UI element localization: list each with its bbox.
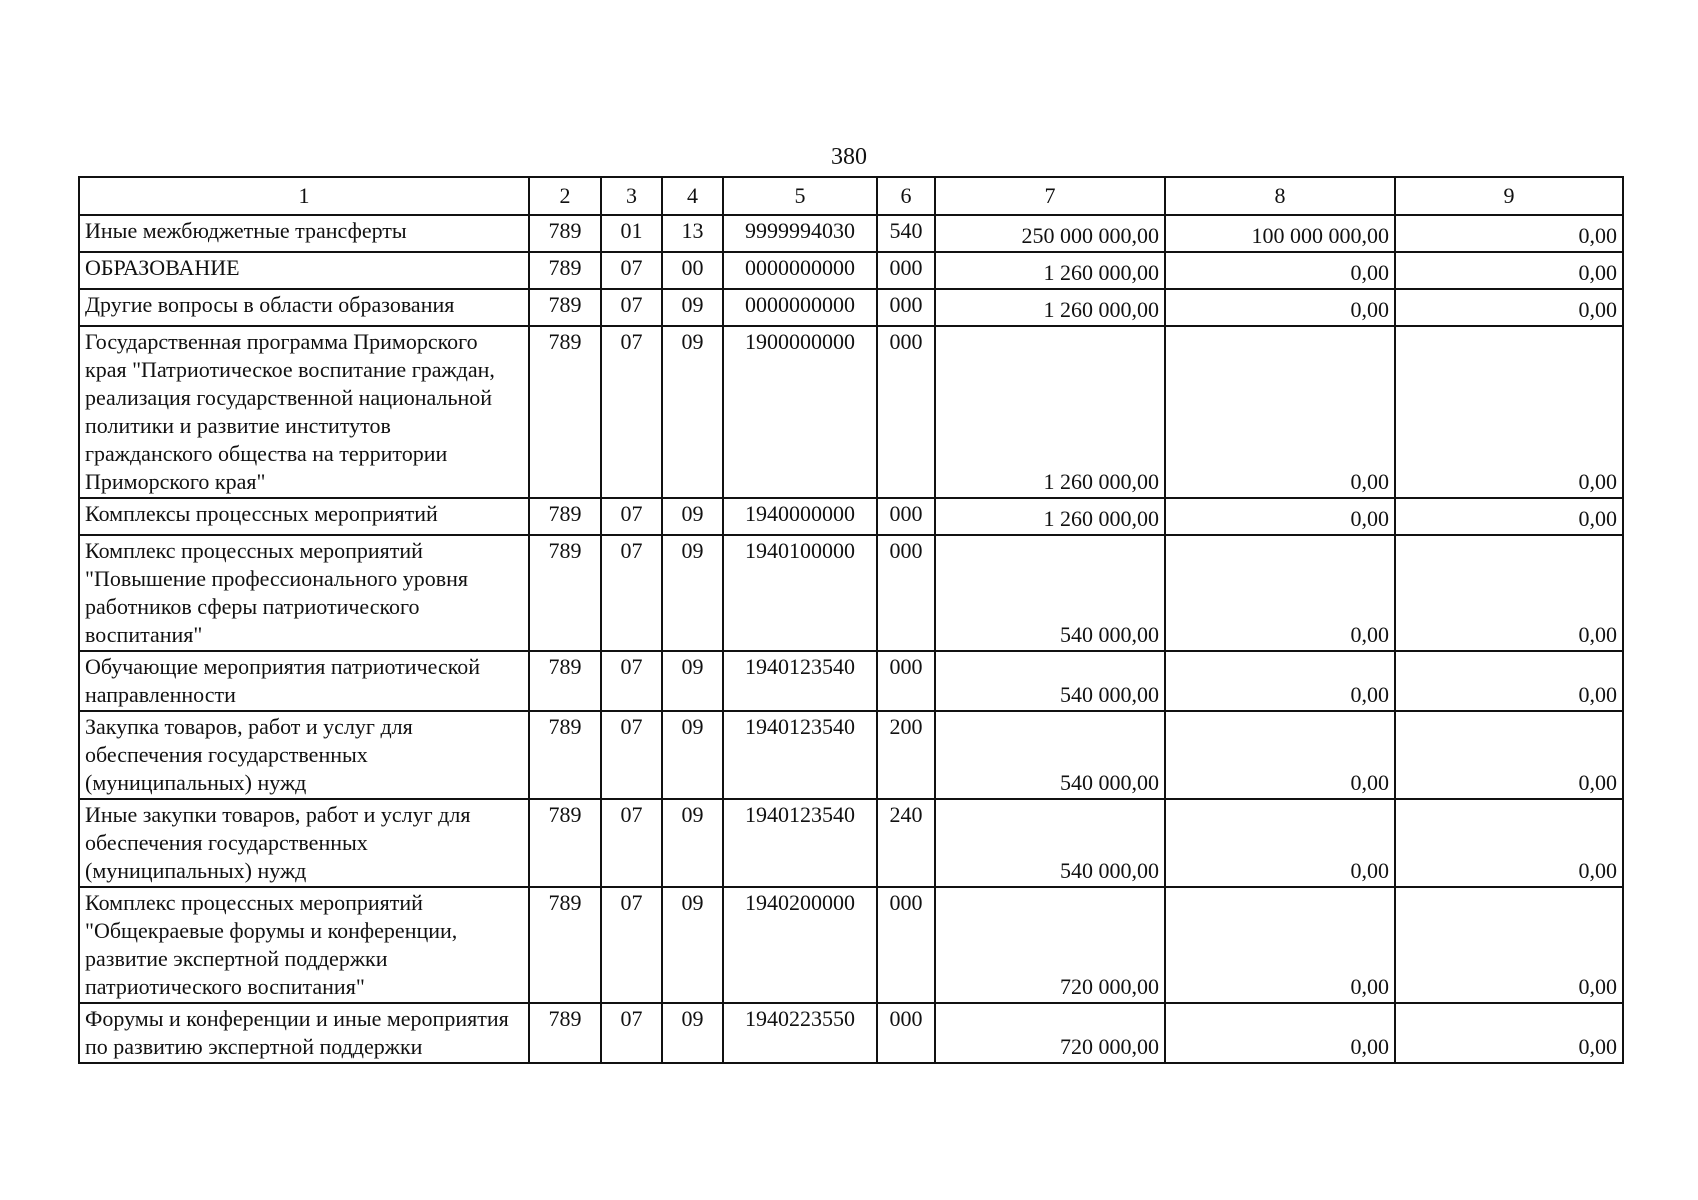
row-amount-col7-cell: 720 000,00 [935,887,1165,1003]
row-admin-code-cell: 789 [529,326,601,498]
row-target-article-cell: 1940223550 [723,1003,877,1063]
table-row [79,651,1623,711]
row-target-article-cell: 0000000000 [723,289,877,326]
row-target-article-cell: 1940100000 [723,535,877,651]
header-cell-8: 8 [1165,177,1395,215]
row-name-cell: Иные межбюджетные трансферты [79,215,529,252]
row-amount-col9-cell: 0,00 [1395,252,1623,289]
header-cell-7: 7 [935,177,1165,215]
page-number: 380 [831,144,867,170]
row-amount-col8-cell: 0,00 [1165,651,1395,711]
row-subsection-cell: 13 [662,215,723,252]
row-section-cell: 07 [601,1003,662,1063]
table-row [79,289,1623,326]
row-target-article-cell: 1940123540 [723,651,877,711]
table-header-row [79,177,1623,215]
row-amount-col9-cell: 0,00 [1395,535,1623,651]
row-amount-col9-cell: 0,00 [1395,289,1623,326]
row-target-article-cell: 1940123540 [723,799,877,887]
header-cell-1: 1 [79,177,529,215]
row-amount-col7-cell: 720 000,00 [935,1003,1165,1063]
row-name-cell: Комплексы процессных мероприятий [79,498,529,535]
header-cell-2: 2 [529,177,601,215]
row-expense-type-cell: 200 [877,711,935,799]
row-amount-col9-cell: 0,00 [1395,711,1623,799]
row-amount-col7-cell: 540 000,00 [935,711,1165,799]
table-row [79,1003,1623,1063]
header-cell-4: 4 [662,177,723,215]
table-row [79,252,1623,289]
row-amount-col7-cell: 1 260 000,00 [935,498,1165,535]
row-name-cell: Иные закупки товаров, работ и услуг для обеспечения государственных (муниципальных) нужд [79,799,529,887]
row-amount-col8-cell: 0,00 [1165,252,1395,289]
row-amount-col9-cell: 0,00 [1395,498,1623,535]
row-section-cell: 07 [601,252,662,289]
row-amount-col9-cell: 0,00 [1395,887,1623,1003]
header-cell-6: 6 [877,177,935,215]
row-amount-col8-cell: 0,00 [1165,887,1395,1003]
table-row [79,215,1623,252]
row-amount-col9-cell: 0,00 [1395,326,1623,498]
row-target-article-cell: 1900000000 [723,326,877,498]
row-amount-col8-cell: 0,00 [1165,711,1395,799]
row-section-cell: 07 [601,711,662,799]
row-name-cell: Закупка товаров, работ и услуг для обеспечения государственных (муниципальных) нужд [79,711,529,799]
header-cell-9: 9 [1395,177,1623,215]
row-amount-col9-cell: 0,00 [1395,215,1623,252]
row-section-cell: 07 [601,887,662,1003]
row-amount-col7-cell: 1 260 000,00 [935,252,1165,289]
row-name-cell: Другие вопросы в области образования [79,289,529,326]
row-name-cell: Государственная программа Приморского края "Патриотическое воспитание граждан, реализация государственной национальной политики и развитие институтов гражданского общества на территории Приморского края" [79,326,529,498]
row-expense-type-cell: 000 [877,887,935,1003]
header-cell-5: 5 [723,177,877,215]
row-target-article-cell: 1940200000 [723,887,877,1003]
row-subsection-cell: 09 [662,651,723,711]
row-section-cell: 07 [601,289,662,326]
row-subsection-cell: 09 [662,887,723,1003]
row-section-cell: 07 [601,535,662,651]
row-subsection-cell: 09 [662,498,723,535]
row-subsection-cell: 09 [662,289,723,326]
row-admin-code-cell: 789 [529,498,601,535]
row-amount-col8-cell: 0,00 [1165,1003,1395,1063]
row-subsection-cell: 09 [662,535,723,651]
row-expense-type-cell: 000 [877,1003,935,1063]
row-expense-type-cell: 000 [877,498,935,535]
row-amount-col7-cell: 250 000 000,00 [935,215,1165,252]
row-target-article-cell: 1940123540 [723,711,877,799]
row-amount-col7-cell: 1 260 000,00 [935,326,1165,498]
row-admin-code-cell: 789 [529,799,601,887]
row-expense-type-cell: 540 [877,215,935,252]
row-amount-col8-cell: 0,00 [1165,498,1395,535]
row-section-cell: 07 [601,799,662,887]
row-target-article-cell: 9999994030 [723,215,877,252]
budget-table [78,176,1624,1064]
table-row [79,711,1623,799]
row-admin-code-cell: 789 [529,1003,601,1063]
row-amount-col7-cell: 1 260 000,00 [935,289,1165,326]
row-section-cell: 07 [601,651,662,711]
row-expense-type-cell: 240 [877,799,935,887]
row-name-cell: Комплекс процессных мероприятий "Повышение профессионального уровня работников сферы патриотического воспитания" [79,535,529,651]
row-expense-type-cell: 000 [877,289,935,326]
row-amount-col8-cell: 0,00 [1165,799,1395,887]
row-name-cell: ОБРАЗОВАНИЕ [79,252,529,289]
row-admin-code-cell: 789 [529,215,601,252]
row-target-article-cell: 1940000000 [723,498,877,535]
row-amount-col9-cell: 0,00 [1395,799,1623,887]
row-amount-col9-cell: 0,00 [1395,651,1623,711]
row-amount-col8-cell: 0,00 [1165,289,1395,326]
row-name-cell: Обучающие мероприятия патриотической направленности [79,651,529,711]
table-row [79,535,1623,651]
table-row [79,498,1623,535]
row-admin-code-cell: 789 [529,289,601,326]
row-amount-col8-cell: 0,00 [1165,535,1395,651]
row-amount-col8-cell: 0,00 [1165,326,1395,498]
row-amount-col7-cell: 540 000,00 [935,799,1165,887]
row-subsection-cell: 00 [662,252,723,289]
row-amount-col9-cell: 0,00 [1395,1003,1623,1063]
row-admin-code-cell: 789 [529,535,601,651]
row-subsection-cell: 09 [662,1003,723,1063]
table-body [79,177,1623,1063]
table-row [79,799,1623,887]
row-subsection-cell: 09 [662,799,723,887]
table-row [79,887,1623,1003]
table-row [79,326,1623,498]
row-expense-type-cell: 000 [877,326,935,498]
row-name-cell: Форумы и конференции и иные мероприятия по развитию экспертной поддержки [79,1003,529,1063]
row-expense-type-cell: 000 [877,252,935,289]
row-section-cell: 01 [601,215,662,252]
header-cell-3: 3 [601,177,662,215]
row-section-cell: 07 [601,498,662,535]
row-subsection-cell: 09 [662,326,723,498]
row-admin-code-cell: 789 [529,887,601,1003]
row-amount-col7-cell: 540 000,00 [935,651,1165,711]
row-name-cell: Комплекс процессных мероприятий "Общекраевые форумы и конференции, развитие экспертной поддержки патриотического воспитания" [79,887,529,1003]
row-admin-code-cell: 789 [529,711,601,799]
row-admin-code-cell: 789 [529,651,601,711]
row-section-cell: 07 [601,326,662,498]
row-expense-type-cell: 000 [877,651,935,711]
row-amount-col8-cell: 100 000 000,00 [1165,215,1395,252]
row-expense-type-cell: 000 [877,535,935,651]
row-target-article-cell: 0000000000 [723,252,877,289]
row-admin-code-cell: 789 [529,252,601,289]
row-amount-col7-cell: 540 000,00 [935,535,1165,651]
row-subsection-cell: 09 [662,711,723,799]
